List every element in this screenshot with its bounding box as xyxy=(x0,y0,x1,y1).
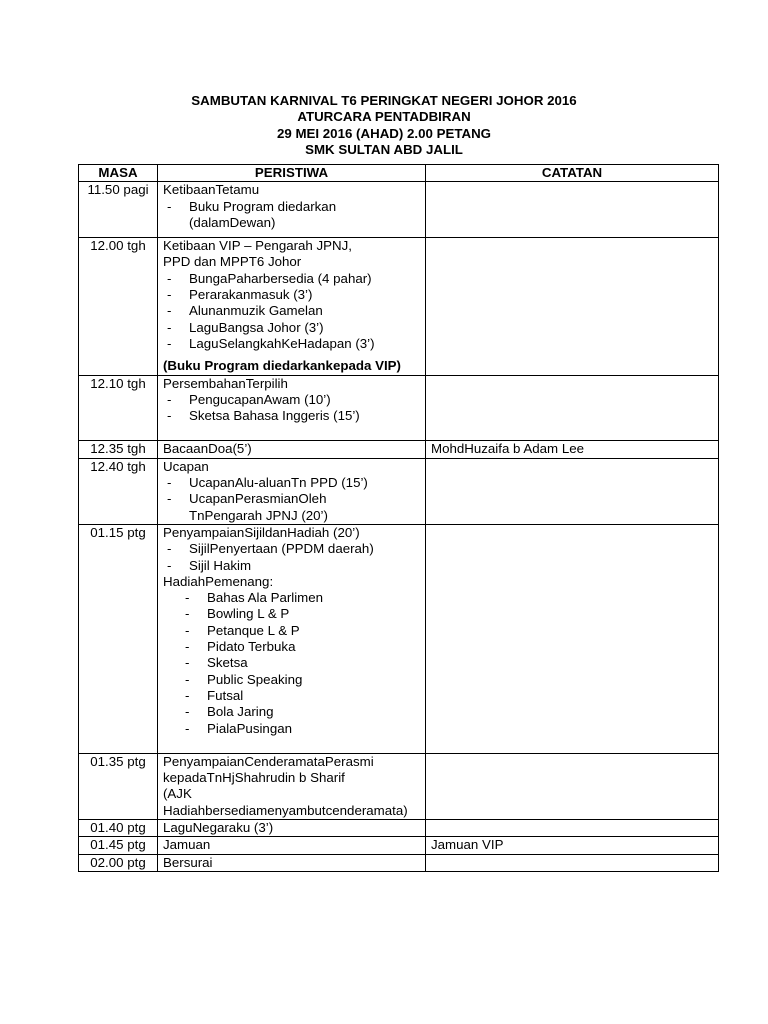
event-title: PenyampaianSijildanHadiah (20’) xyxy=(163,524,360,540)
event-title: LaguNegaraku (3’) xyxy=(163,819,274,835)
table-row xyxy=(79,854,719,871)
time-cell: 01.15 ptg xyxy=(79,524,158,753)
list-item: - Alunanmuzik Gamelan xyxy=(167,303,323,319)
column-header-masa: MASA xyxy=(79,165,158,182)
list-item: - Sijil Hakim xyxy=(167,557,252,573)
programme-title: ATURCARA PENTADBIRAN xyxy=(297,109,471,125)
list-item: - Sketsa xyxy=(185,655,248,671)
time-cell: 12.40 tgh xyxy=(79,458,158,524)
time-cell: 12.10 tgh xyxy=(79,375,158,441)
bullet-dash: - xyxy=(167,303,172,319)
notes-cell xyxy=(426,854,719,871)
table-header-row xyxy=(79,165,719,182)
prize-winners-label: HadiahPemenang: xyxy=(163,573,274,589)
list-item: - Perarakanmasuk (3’) xyxy=(167,287,313,303)
event-title: SAMBUTAN KARNIVAL T6 PERINGKAT NEGERI JOHOR 2016 xyxy=(191,93,577,108)
list-item: - BungaPaharbersedia (4 pahar) xyxy=(167,270,372,286)
event-cell xyxy=(158,182,426,238)
event-title: PenyampaianCenderamataPerasmi xyxy=(163,753,374,769)
notes-cell xyxy=(426,458,719,524)
list-item: - Petanque L & P xyxy=(185,622,300,638)
bullet-dash: - xyxy=(185,704,190,720)
bullet-dash: - xyxy=(185,606,190,622)
time-cell: 12.00 tgh xyxy=(79,238,158,375)
list-item: - PengucapanAwam (10’) xyxy=(167,391,331,407)
bullet-dash: - xyxy=(167,319,172,335)
table-row xyxy=(79,819,719,836)
event-title: Bersurai xyxy=(163,854,213,870)
event-title: Jamuan xyxy=(163,837,211,853)
list-item: - SijilPenyertaan (PPDM daerah) xyxy=(167,541,374,557)
list-item: - Futsal xyxy=(185,687,244,703)
bullet-dash: - xyxy=(185,687,190,703)
notes-cell: MohdHuzaifa b Adam Lee xyxy=(426,441,719,458)
event-cell xyxy=(158,375,426,441)
table-row xyxy=(79,182,719,238)
event-cell xyxy=(158,753,426,819)
notes-cell xyxy=(426,375,719,441)
event-cell xyxy=(158,819,426,836)
event-title: KetibaanTetamu xyxy=(163,182,260,198)
event-cell xyxy=(158,441,426,458)
event-cell xyxy=(158,458,426,524)
bullet-dash: - xyxy=(167,491,172,507)
time-cell: 02.00 ptg xyxy=(79,854,158,871)
bullet-dash: - xyxy=(185,622,190,638)
list-item: - Buku Program diedarkan (dalamDewan) xyxy=(167,198,337,230)
schedule-table xyxy=(78,164,719,872)
notes-cell: Jamuan VIP xyxy=(426,837,719,854)
bullet-dash: - xyxy=(167,198,172,214)
time-cell: 11.50 pagi xyxy=(79,182,158,238)
bullet-dash: - xyxy=(185,671,190,687)
event-cell xyxy=(158,837,426,854)
event-title: Ucapan xyxy=(163,458,209,474)
time-cell: 12.35 tgh xyxy=(79,441,158,458)
bullet-dash: - xyxy=(167,475,172,491)
event-cell xyxy=(158,524,426,753)
bullet-dash: - xyxy=(167,408,172,424)
bullet-dash: - xyxy=(185,590,190,606)
list-item: - Bola Jaring xyxy=(185,704,274,720)
event-title: BacaanDoa(5’) xyxy=(163,441,252,457)
bullet-dash: - xyxy=(185,720,190,736)
bullet-dash: - xyxy=(167,557,172,573)
bullet-dash: - xyxy=(167,541,172,557)
table-row xyxy=(79,753,719,819)
event-cell xyxy=(158,238,426,375)
list-item: - PialaPusingan xyxy=(185,720,293,736)
list-item: - UcapanPerasmianOleh TnPengarah JPNJ (20’) xyxy=(167,491,328,523)
list-item: - UcapanAlu-aluanTn PPD (15’) xyxy=(167,475,368,491)
list-item: - Sketsa Bahasa Inggeris (15’) xyxy=(167,408,360,424)
table-row xyxy=(79,524,719,753)
event-title: PersembahanTerpilih xyxy=(163,375,288,391)
time-cell: 01.35 ptg xyxy=(79,753,158,819)
notes-cell xyxy=(426,753,719,819)
document-header xyxy=(0,93,768,158)
vip-note: (Buku Program diedarkankepada VIP) xyxy=(163,358,401,374)
event-title-line2: PPD dan MPPT6 Johor xyxy=(163,254,302,270)
list-item: - LaguSelangkahKeHadapan (3’) xyxy=(167,335,375,351)
notes-cell xyxy=(426,182,719,238)
table-row xyxy=(79,837,719,854)
bullet-dash: - xyxy=(167,287,172,303)
time-cell: 01.45 ptg xyxy=(79,837,158,854)
event-date: 29 MEI 2016 (AHAD) 2.00 PETANG xyxy=(276,125,492,141)
event-title-line4: Hadiahbersediamenyambutcenderamata) xyxy=(163,802,408,818)
table-row xyxy=(79,441,719,458)
bullet-dash: - xyxy=(185,655,190,671)
table-row xyxy=(79,238,719,375)
time-cell: 01.40 ptg xyxy=(79,819,158,836)
column-header-peristiwa: PERISTIWA xyxy=(158,165,426,182)
bullet-dash: - xyxy=(167,270,172,286)
list-item: - Bahas Ala Parlimen xyxy=(185,590,324,606)
table-row xyxy=(79,458,719,524)
notes-cell xyxy=(426,238,719,375)
list-item: - Bowling L & P xyxy=(185,606,290,622)
table-row xyxy=(79,375,719,441)
notes-cell xyxy=(426,524,719,753)
list-item: - LaguBangsa Johor (3’) xyxy=(167,319,324,335)
event-title: Ketibaan VIP – Pengarah JPNJ, xyxy=(163,238,352,254)
bullet-dash: - xyxy=(167,391,172,407)
bullet-dash: - xyxy=(167,335,172,351)
event-cell xyxy=(158,854,426,871)
notes-cell xyxy=(426,819,719,836)
event-title-line2: kepadaTnHjShahrudin b Sharif xyxy=(163,770,345,786)
bullet-dash: - xyxy=(185,639,190,655)
list-item: - Pidato Terbuka xyxy=(185,639,296,655)
event-venue: SMK SULTAN ABD JALIL xyxy=(305,141,463,157)
column-header-catatan: CATATAN xyxy=(426,165,719,182)
list-item: - Public Speaking xyxy=(185,671,303,687)
event-title-line3: (AJK xyxy=(163,786,192,802)
